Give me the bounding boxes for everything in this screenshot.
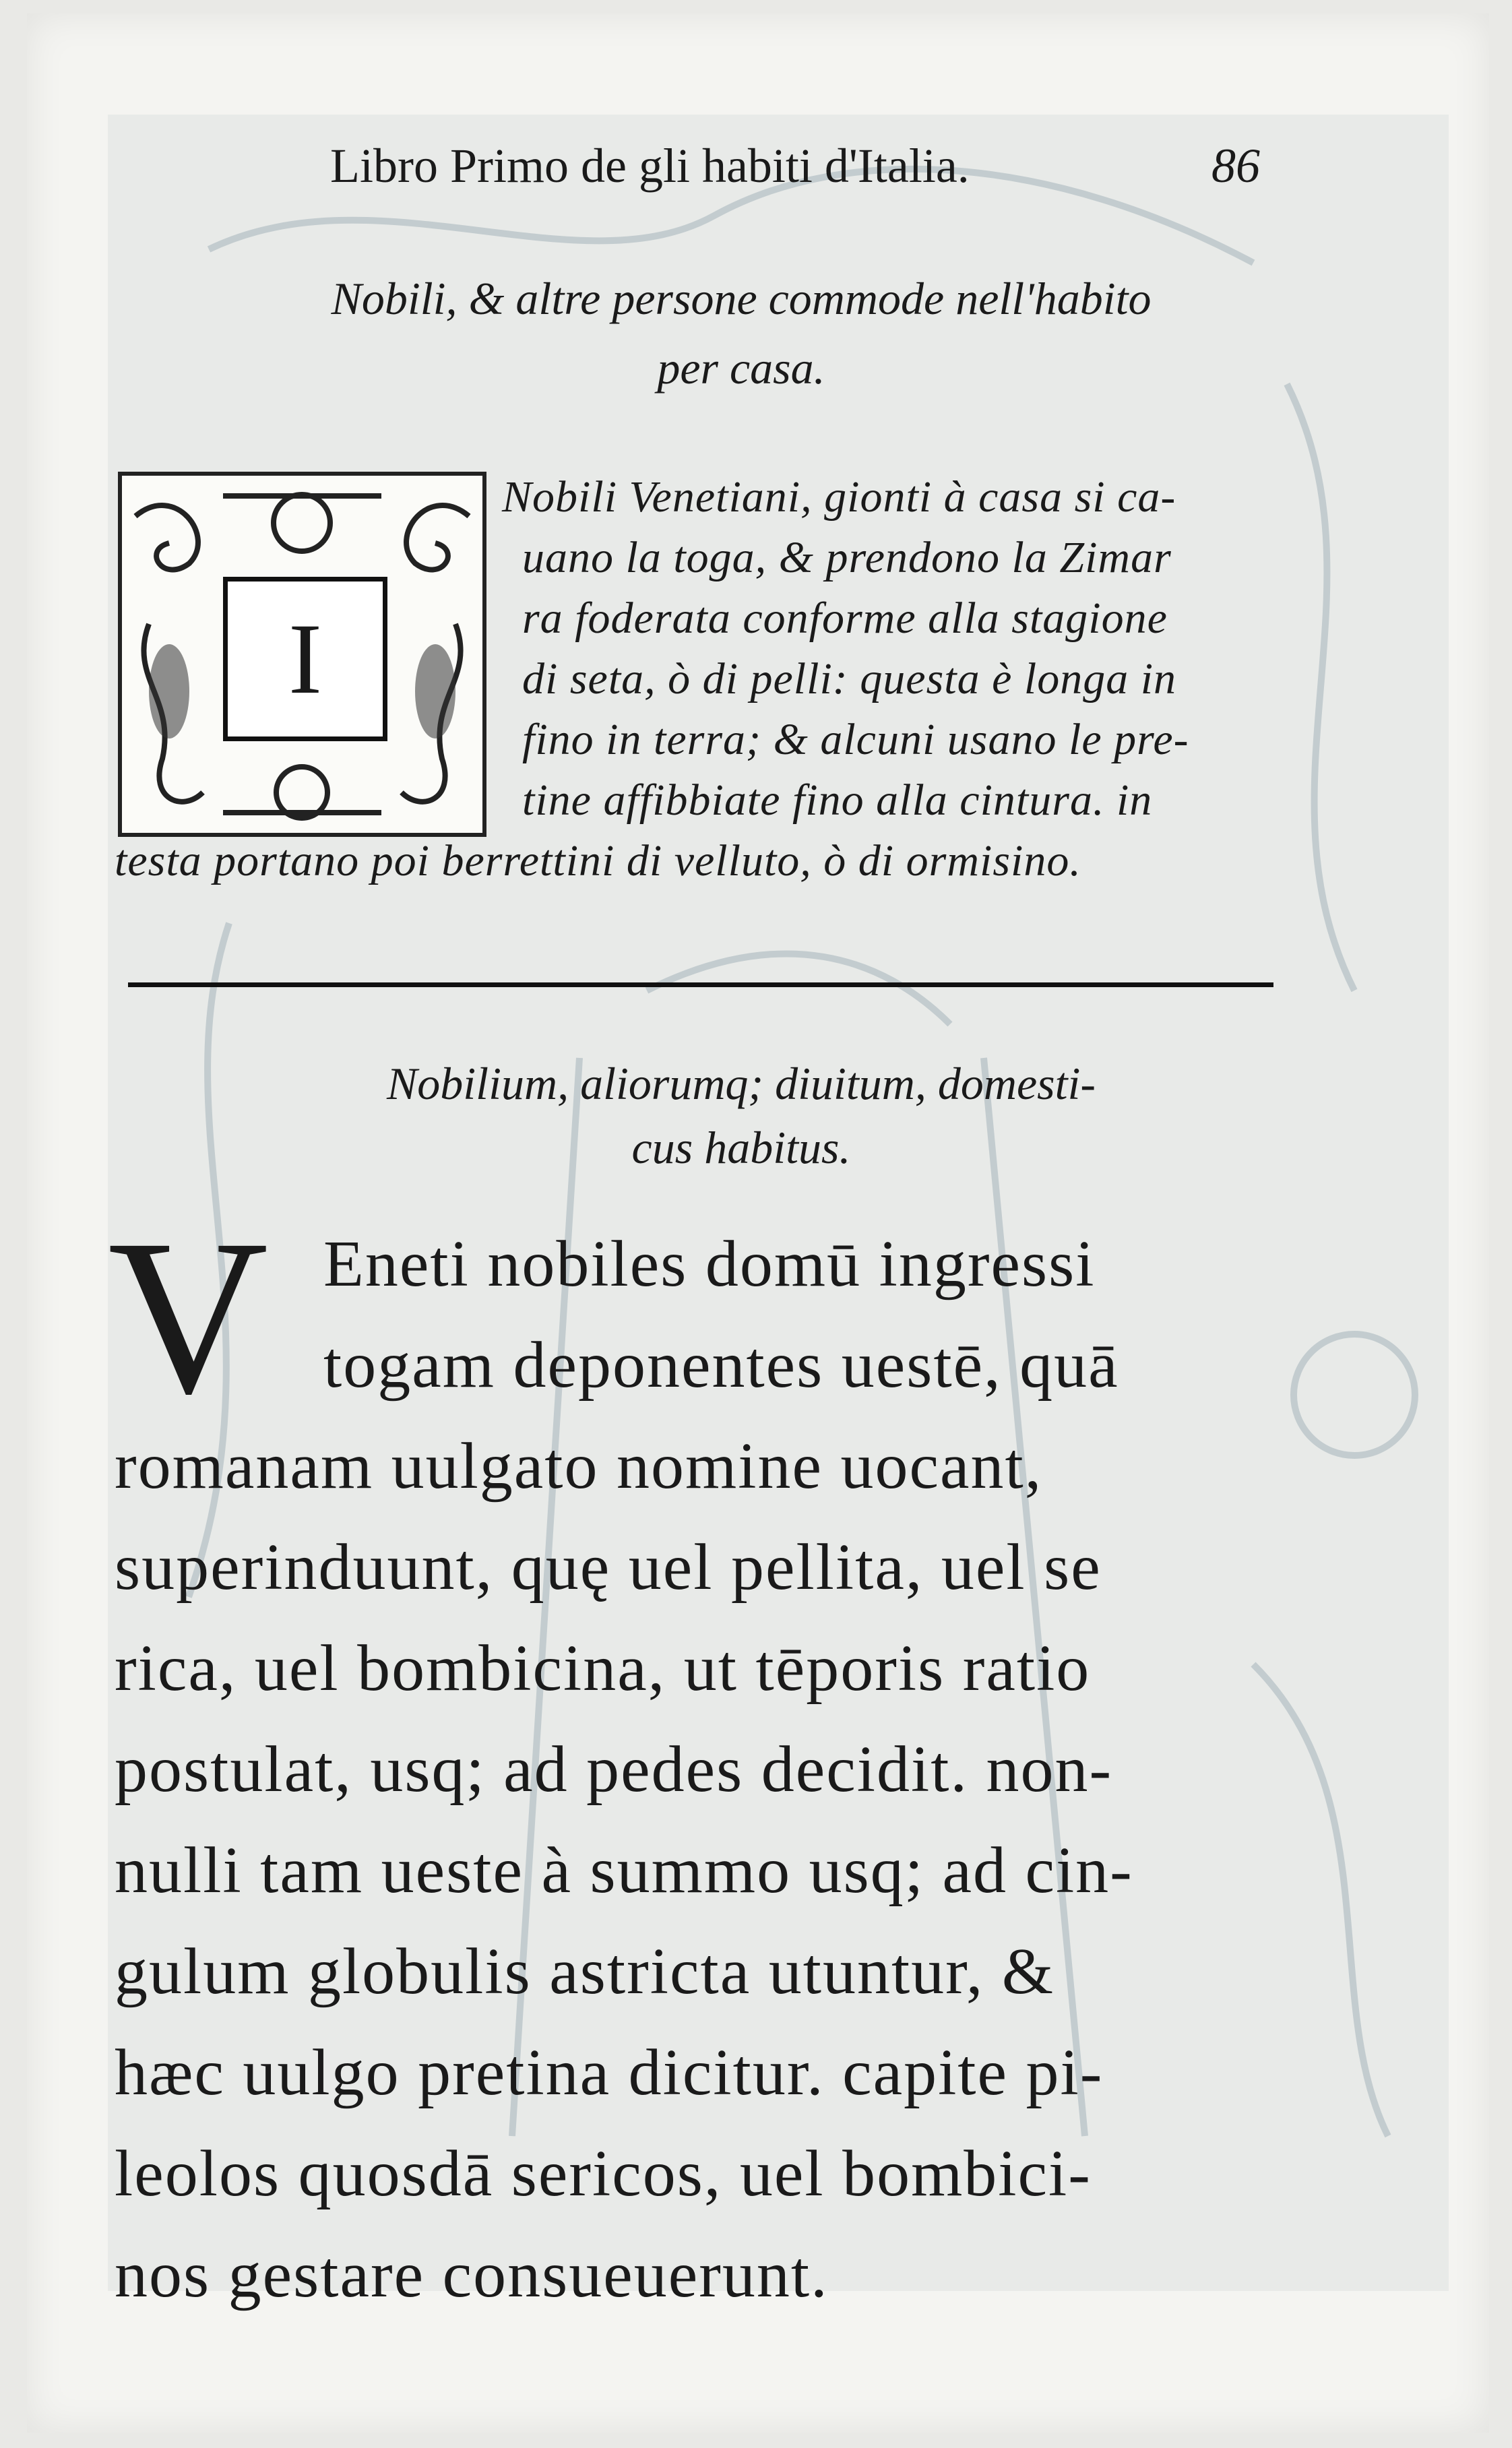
italian-line-1: Nobili Venetiani, gionti à casa si ca- [502, 472, 1176, 522]
latin-line-7: nulli tam ueste à summo usq; ad cin- [115, 1834, 1133, 1907]
latin-line-1: Eneti nobiles domū ingressi [323, 1228, 1096, 1300]
italian-line-7: testa portano poi berrettini di velluto, ò di ormisino. [115, 836, 1081, 885]
italian-line-3: ra foderata conforme alla stagione [522, 594, 1168, 643]
page-number: 86 [1211, 139, 1260, 193]
latin-line-3: romanam uulgato nomine uocant, [115, 1430, 1043, 1503]
latin-line-6: postulat, usq; ad pedes decidit. non- [115, 1733, 1113, 1806]
latin-line-11: nos gestare consueuerunt. [115, 2238, 829, 2311]
latin-line-9: hæc uulgo pretina dicitur. capite pi- [115, 2036, 1104, 2109]
italian-line-2: uano la toga, & prendono la Zimar [522, 533, 1172, 582]
initial-letter: I [223, 577, 387, 741]
latin-line-8: gulum globulis astricta utuntur, & [115, 1935, 1055, 2008]
header-title: Libro Primo de gli habiti d'Italia. [330, 139, 970, 193]
italian-line-6: tine affibbiate fino alla cintura. in [522, 776, 1153, 825]
latin-heading-line-1: Nobilium, aliorumq; diuitum, domesti- [386, 1058, 1096, 1109]
latin-line-4: superinduunt, quę uel pellita, uel se [115, 1531, 1102, 1604]
latin-line-5: rica, uel bombicina, ut tēporis ratio [115, 1632, 1091, 1705]
latin-line-10: leolos quosdā sericos, uel bombici- [115, 2137, 1092, 2210]
ornamental-initial [118, 472, 486, 837]
italian-heading-line-2: per casa. [657, 342, 825, 394]
latin-line-2: togam deponentes uestē, quā [323, 1329, 1119, 1402]
drop-cap: V [108, 1194, 269, 1440]
italian-heading-line-1: Nobili, & altre persone commode nell'habito [331, 273, 1152, 324]
italian-line-4: di seta, ò di pelli: questa è longa in [522, 654, 1177, 703]
section-divider [128, 982, 1273, 987]
italian-line-5: fino in terra; & alcuni usano le pre- [522, 715, 1189, 764]
latin-heading-line-2: cus habitus. [631, 1122, 851, 1173]
